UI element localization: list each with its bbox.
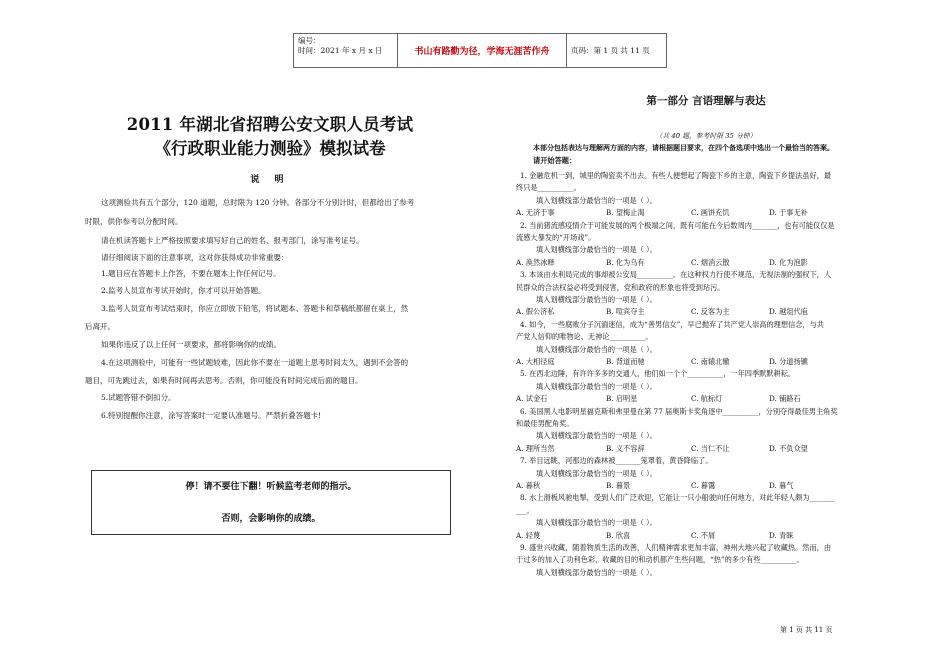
- answer-option: A. 理所当然: [516, 443, 555, 453]
- question-stem: 4. 如今，一些腐败分子沉湎迷信，成为“善男信女”，早已抛弃了共产党人崇高的理想信念，与共: [520, 319, 824, 329]
- answer-option: B. 喧宾夺主: [606, 307, 645, 317]
- question-stem: 3. 本该由水利局完成的事却被公安局__________。在这种权力行使不规范，无视法制的强权下，人: [520, 270, 832, 280]
- section-title: 第一部分 言语理解与表达: [646, 95, 766, 107]
- answer-option: D. 分道扬镳: [769, 357, 808, 366]
- instruction-para: 4.在这项测验中，可能有一些试题较难，因此你不要在一道题上思考时间太久，遇到不会答的: [101, 358, 409, 367]
- question-stem: 6. 美国黑人电影明星福克斯和弗里曼在第 77 届奥斯卡奖角逐中__________，分别夺得最佳男主角奖: [520, 406, 838, 416]
- answer-option: B. 化为乌有: [606, 257, 645, 267]
- answer-option: B. 暮景: [606, 481, 631, 490]
- answer-options: [516, 208, 896, 218]
- section-subtitle: （共 40 题，参考时限 35 分钟）: [655, 132, 757, 140]
- answer-option: D. 化为泡影: [769, 257, 808, 267]
- notice-box: [91, 470, 451, 535]
- fill-prompt: 填入划横线部分最恰当的一项是（ ）。: [536, 567, 657, 577]
- instruction-para: 请仔细阅读下面的注意事项，这对你获得成功非常重要：: [101, 253, 289, 262]
- question-stem: 9. 盛世兴收藏，随着物质生活的改善，人们精神需求更加丰富，神州大地兴起了收藏热。然而，由: [520, 543, 832, 552]
- answer-options: [516, 307, 896, 317]
- instruction-para: 题目，可先跳过去，如果有时间再去思考。否则，你可能没有时间完成后面的题目。: [85, 376, 363, 385]
- answer-options: [516, 357, 896, 367]
- question-stem: 1. 金融危机一到，城里的陶瓷卖不出去。有些人便想起了陶瓷下乡的主意，陶瓷下乡提法虽好，最: [520, 171, 832, 180]
- instruction-para: 如果你违反了以上任何一项要求，都将影响你的成绩。: [101, 340, 281, 349]
- instruction-para: 请在机读答题卡上严格按照要求填写好自己的姓名、报考部门，涂写准考证号。: [101, 236, 364, 245]
- answer-options: [516, 258, 896, 268]
- answer-option: D. 铺路石: [769, 394, 801, 404]
- answer-option: A. 假公济私: [516, 307, 555, 317]
- question-stem: 8. 水上滑板风驰电掣，受到人们广泛欢迎，它能让一只小船驶向任何地方，对此年轻人颇为_______: [520, 493, 835, 503]
- notice-line: 停！请不要往下翻！听候监考老师的指示。: [185, 482, 357, 492]
- answer-options: [516, 481, 896, 491]
- exam-title: 2011 年湖北省招聘公安文职人员考试: [126, 115, 414, 134]
- question-stem-cont: 产党人信仰的唯物论、无神论__________。: [516, 332, 653, 342]
- header-meta: [294, 34, 398, 67]
- fill-prompt: 填入划横线部分最恰当的一项是（ ）。: [536, 518, 657, 528]
- instruction-para: 后离开。: [85, 322, 115, 331]
- answer-option: D. 于事无补: [769, 208, 808, 218]
- answer-option: C. 南辕北辙: [691, 357, 730, 366]
- fill-prompt: 填入划横线部分最恰当的一项是（ ）。: [536, 468, 657, 478]
- section-start: 请开始答题：: [533, 156, 577, 165]
- question-stem-cont: 民群众的合法权益必将受到侵害，党和政府的形象也将受到玷污。: [516, 282, 725, 292]
- answer-option: A. 试金石: [516, 394, 548, 404]
- exam-subtitle: 《行政职业能力测验》模拟试卷: [154, 139, 386, 158]
- question-stem: 2. 当前猪流感疫情介于可能发展的两个极端之间，既有可能在今后数周内_______，也有可能仅仅是: [520, 220, 835, 230]
- answer-option: A. 暮秋: [516, 481, 541, 490]
- question-stem-cont: 终只是__________。: [516, 183, 581, 193]
- answer-option: C. 画饼充饥: [691, 208, 730, 218]
- instruction-para: 时限，供你参考以分配时间。: [85, 217, 183, 226]
- answer-option: D. 越俎代庖: [769, 307, 808, 317]
- header-page: 页码：第 1 页 共 11 页: [571, 46, 650, 55]
- answer-option: B. 义不容辞: [606, 443, 645, 453]
- answer-option: A. 无济于事: [516, 208, 555, 218]
- question-stem: 5. 在西北边陲，有许许多多的交通人，他们如一个个__________，一年四季默默耕耘。: [520, 369, 796, 379]
- instruction-para: 2.监考人员宣布考试开始时，你才可以开始答题。: [101, 286, 266, 295]
- answer-option: C. 反客为主: [691, 307, 730, 317]
- answer-option: C. 当仁不让: [691, 443, 730, 453]
- question-stem-cont: 和最佳男配角奖。: [516, 419, 574, 428]
- answer-option: D. 暮气: [769, 481, 794, 490]
- question-stem-cont: 流感大暴发的“开场戏”。: [516, 233, 596, 242]
- code-label: 编号：: [298, 36, 321, 45]
- instruction-para: 3.监考人员宣布考试结束时，你应立即放下铅笔，将试题本、答题卡和草稿纸都留在桌上，然: [101, 304, 409, 313]
- fill-prompt: 填入划横线部分最恰当的一项是（ ）。: [536, 381, 657, 391]
- header-motto: 书山有路勤为径，学海无涯苦作舟: [398, 34, 567, 67]
- answer-options: [516, 444, 896, 454]
- answer-option: B. 启明星: [606, 394, 638, 404]
- time-label: 时间：2021 年 x 月 x 日: [298, 46, 383, 55]
- answer-option: A. 轻蔑: [516, 530, 541, 540]
- answer-option: B. 望梅止渴: [606, 208, 645, 218]
- instructions-heading: 说 明: [250, 175, 290, 185]
- answer-option: D. 青睐: [769, 530, 794, 540]
- fill-prompt: 填入划横线部分最恰当的一项是（ ）。: [536, 195, 657, 205]
- page-number: 第 1 页 共 11 页: [780, 626, 833, 634]
- answer-option: A. 涣然冰释: [516, 257, 555, 267]
- instruction-para: 6.特别提醒你注意，涂写答案时一定要认准题号。严禁折叠答题卡!: [101, 411, 322, 420]
- fill-prompt: 填入划横线部分最恰当的一项是（ ）。: [536, 245, 657, 255]
- fill-prompt: 填入划横线部分最恰当的一项是（ ）。: [536, 295, 657, 304]
- question-stem-cont: ___。: [516, 505, 534, 515]
- answer-option: C. 暮霭: [691, 481, 716, 490]
- answer-options: [516, 531, 896, 541]
- notice-line: 否则，会影响你的成绩。: [221, 514, 321, 524]
- question-stem: 7. 举目远眺，河那边的森林被_______笼罩着，黄昏降临了。: [520, 456, 713, 466]
- answer-option: B. 欣喜: [606, 530, 631, 540]
- fill-prompt: 填入划横线部分最恰当的一项是（ ）。: [536, 344, 657, 354]
- answer-option: C. 烟消云散: [691, 257, 730, 267]
- question-stem-cont: 于过多的加入了功利色彩，收藏的目的和动机都产生些问题，“热”的多少有些__________。: [516, 555, 804, 565]
- instruction-para: 这项测验共有五个部分，120 道题，总时限为 120 分钟。各部分不分别计时，但都给出了参考: [101, 198, 415, 207]
- answer-option: A. 大相径庭: [516, 357, 555, 366]
- page-header: [293, 33, 667, 68]
- instruction-para: 1.题目应在答题卡上作答，不要在题本上作任何记号。: [101, 269, 281, 278]
- answer-option: D. 不负众望: [769, 443, 808, 453]
- answer-option: B. 背道而驰: [606, 357, 645, 366]
- answer-option: C. 不屑: [691, 530, 716, 540]
- answer-options: [516, 394, 896, 404]
- fill-prompt: 填入划横线部分最恰当的一项是（ ）。: [536, 431, 657, 441]
- answer-option: C. 航标灯: [691, 394, 723, 404]
- section-intro: 本部分包括表达与理解两方面的内容，请根据题目要求，在四个备选项中选出一个最恰当的答案。: [533, 143, 834, 152]
- instruction-para: 5.试题答错不倒扣分。: [101, 393, 176, 402]
